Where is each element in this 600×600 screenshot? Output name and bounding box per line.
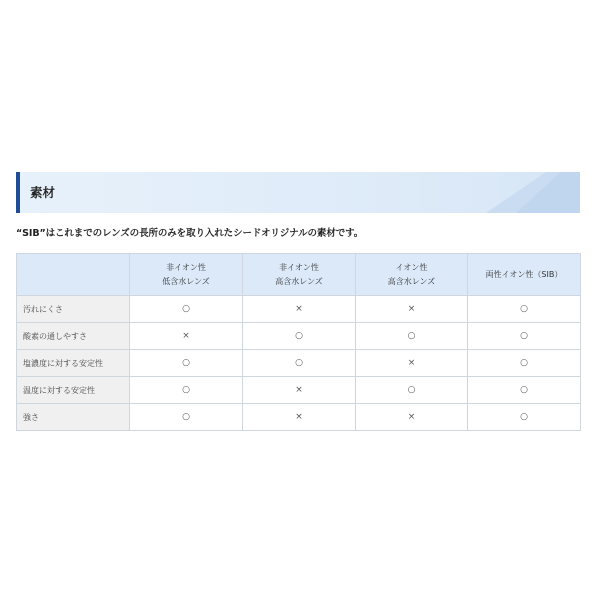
- rating-mark: ○: [407, 331, 416, 341]
- section-title: 素材: [30, 185, 56, 200]
- table-cell: [243, 350, 356, 377]
- rating-mark: ×: [295, 412, 303, 422]
- material-comparison-table: [16, 253, 581, 431]
- column-header-line1: 両性イオン性（SIB）: [485, 269, 563, 279]
- rating-mark: ×: [295, 385, 303, 395]
- rating-mark: ○: [182, 412, 190, 422]
- column-header-line1: 非イオン性: [166, 262, 206, 272]
- column-header-line2: 高含水レンズ: [387, 276, 436, 286]
- table-cell: [468, 323, 581, 350]
- table-cell: [130, 377, 243, 404]
- row-label: 温度に対する安定性: [17, 377, 130, 404]
- table-cell: [356, 296, 468, 323]
- table-header-row: [17, 254, 581, 296]
- table-row: [17, 377, 581, 404]
- column-header-line2: 低含水レンズ: [162, 276, 210, 286]
- table-row: [17, 323, 581, 350]
- corner-cell: [17, 254, 130, 296]
- rating-mark: ○: [295, 358, 303, 368]
- column-header: [130, 254, 243, 296]
- header-accent-bar: [16, 172, 20, 213]
- table-cell: [130, 350, 243, 377]
- row-label: 酸素の通しやすさ: [17, 323, 130, 350]
- rating-mark: ○: [295, 331, 303, 341]
- rating-mark: ○: [520, 331, 528, 341]
- rating-mark: ○: [182, 358, 190, 368]
- rating-mark: ○: [520, 385, 528, 395]
- rating-mark: ×: [407, 358, 416, 368]
- table-cell: [468, 377, 581, 404]
- table-cell: [243, 377, 356, 404]
- column-header-line1: イオン性: [395, 262, 428, 272]
- column-header-line1: 非イオン性: [279, 262, 319, 272]
- table-cell: [468, 296, 581, 323]
- row-label: 強さ: [17, 404, 130, 431]
- table-row: [17, 404, 581, 431]
- table-cell: [468, 350, 581, 377]
- rating-mark: ○: [520, 358, 528, 368]
- table-cell: [356, 323, 468, 350]
- rating-mark: ○: [520, 412, 528, 422]
- rating-mark: ○: [520, 304, 528, 314]
- table-row: [17, 350, 581, 377]
- table-cell: [130, 404, 243, 431]
- table-cell: [468, 404, 581, 431]
- rating-mark: ○: [407, 385, 416, 395]
- row-label: 塩濃度に対する安定性: [17, 350, 130, 377]
- column-header: [243, 254, 356, 296]
- column-header: [356, 254, 468, 296]
- rating-mark: ×: [295, 304, 303, 314]
- table-cell: [356, 350, 468, 377]
- table-cell: [130, 296, 243, 323]
- rating-mark: ×: [407, 304, 416, 314]
- table-cell: [356, 404, 468, 431]
- table-cell: [356, 377, 468, 404]
- table-cell: [243, 404, 356, 431]
- rating-mark: ○: [182, 385, 190, 395]
- table-cell: [130, 323, 243, 350]
- rating-mark: ×: [407, 412, 416, 422]
- rating-mark: ○: [182, 304, 190, 314]
- rating-mark: ×: [182, 331, 190, 341]
- table-row: [17, 296, 581, 323]
- column-header: [468, 254, 581, 296]
- intro-text: “SIB”はこれまでのレンズの長所のみを取り入れたシードオリジナルの素材です。: [16, 228, 364, 239]
- table-cell: [243, 296, 356, 323]
- table-cell: [243, 323, 356, 350]
- row-label: 汚れにくさ: [17, 296, 130, 323]
- header-decoration: [16, 172, 580, 213]
- column-header-line2: 高含水レンズ: [275, 276, 323, 286]
- section-header: [16, 172, 580, 213]
